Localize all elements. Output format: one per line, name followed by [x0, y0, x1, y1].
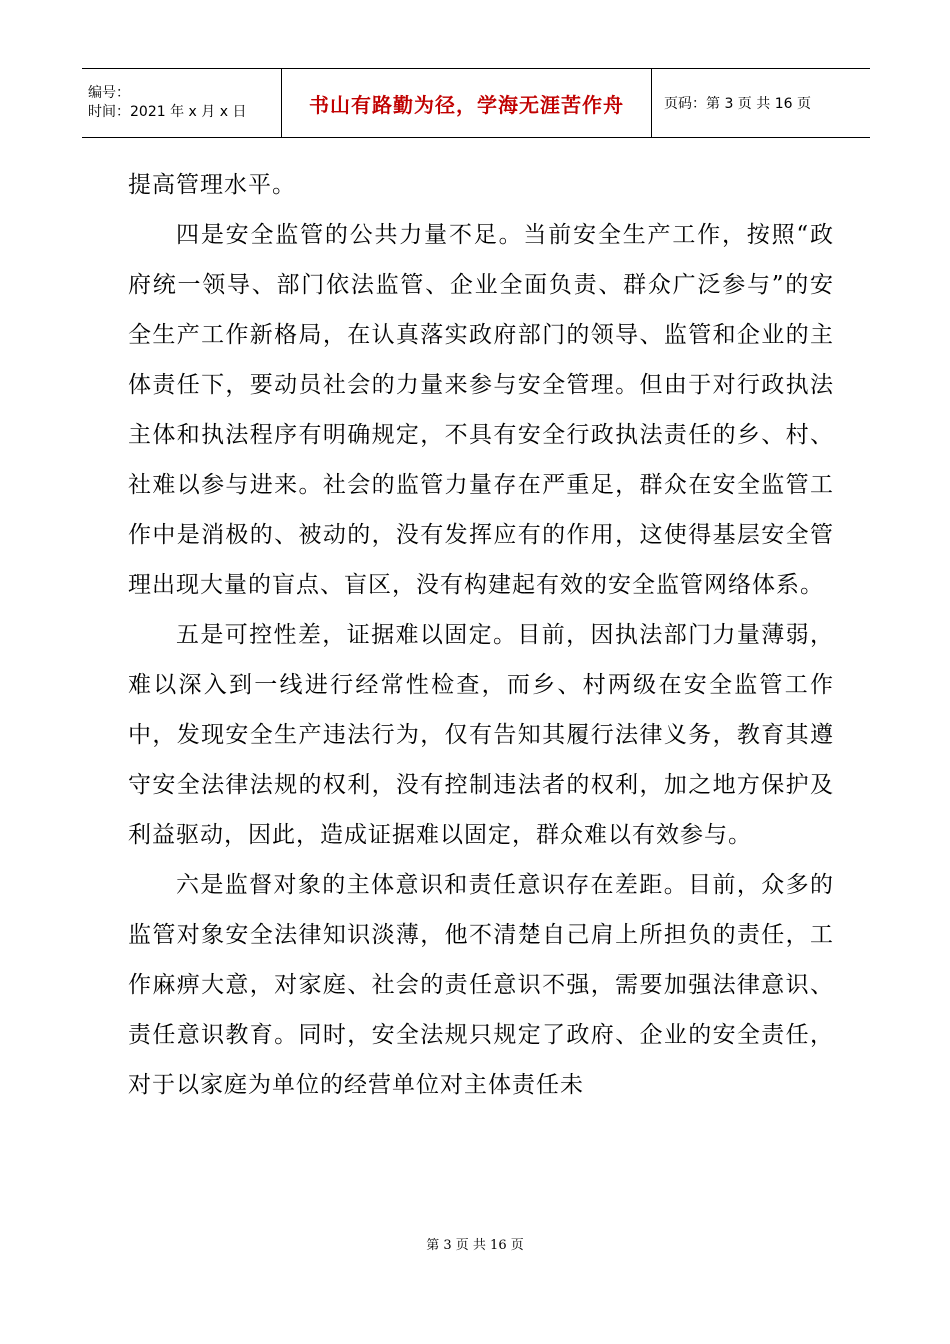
document-body — [128, 160, 834, 1110]
paragraph: 五是可控性差，证据难以固定。目前，因执法部门力量薄弱，难以深入到一线进行经常性检查，而乡、村两级在安全监管工作中，发现安全生产违法行为，仅有告知其履行法律义务，教育其遵守安全法律法规的权利，没有控制违法者的权利，加之地方保护及利益驱动，因此，造成证据难以固定，群众难以有效参与。 — [128, 622, 834, 848]
doc-number-label: 编号： — [88, 85, 130, 101]
paragraph: 六是监督对象的主体意识和责任意识存在差距。目前，众多的监管对象安全法律知识淡薄，他不清楚自己肩上所担负的责任，工作麻痹大意，对家庭、社会的责任意识不强，需要加强法律意识、责任意识教育。同时，安全法规只规定了政府、企业的安全责任，对于以家庭为单位的经营单位对主体责任未 — [128, 872, 834, 1098]
paragraph: 四是安全监管的公共力量不足。当前安全生产工作，按照“政府统一领导、部门依法监管、企业全面负责、群众广泛参与”的安全生产工作新格局，在认真落实政府部门的领导、监管和企业的主体责任下，要动员社会的力量来参与安全管理。但由于对行政执法主体和执法程序有明确规定，不具有安全行政执法责任的乡、村、社难以参与进来。社会的监管力量存在严重足，群众在安全监管工作中是消极的、被动的，没有发挥应有的作用，这使得基层安全管理出现大量的盲点、盲区，没有构建起有效的安全监管网络体系。 — [128, 222, 834, 598]
page-header — [82, 68, 870, 138]
time-label: 时间：2021 年 x 月 x 日 — [88, 104, 247, 120]
page-footer: 第 3 页 共 16 页 — [426, 1238, 524, 1253]
header-meta — [82, 69, 282, 137]
header-motto: 书山有路勤为径，学海无涯苦作舟 — [282, 69, 652, 137]
paragraph: 提高管理水平。 — [128, 172, 296, 198]
header-page-code: 页码：第 3 页 共 16 页 — [664, 96, 811, 112]
